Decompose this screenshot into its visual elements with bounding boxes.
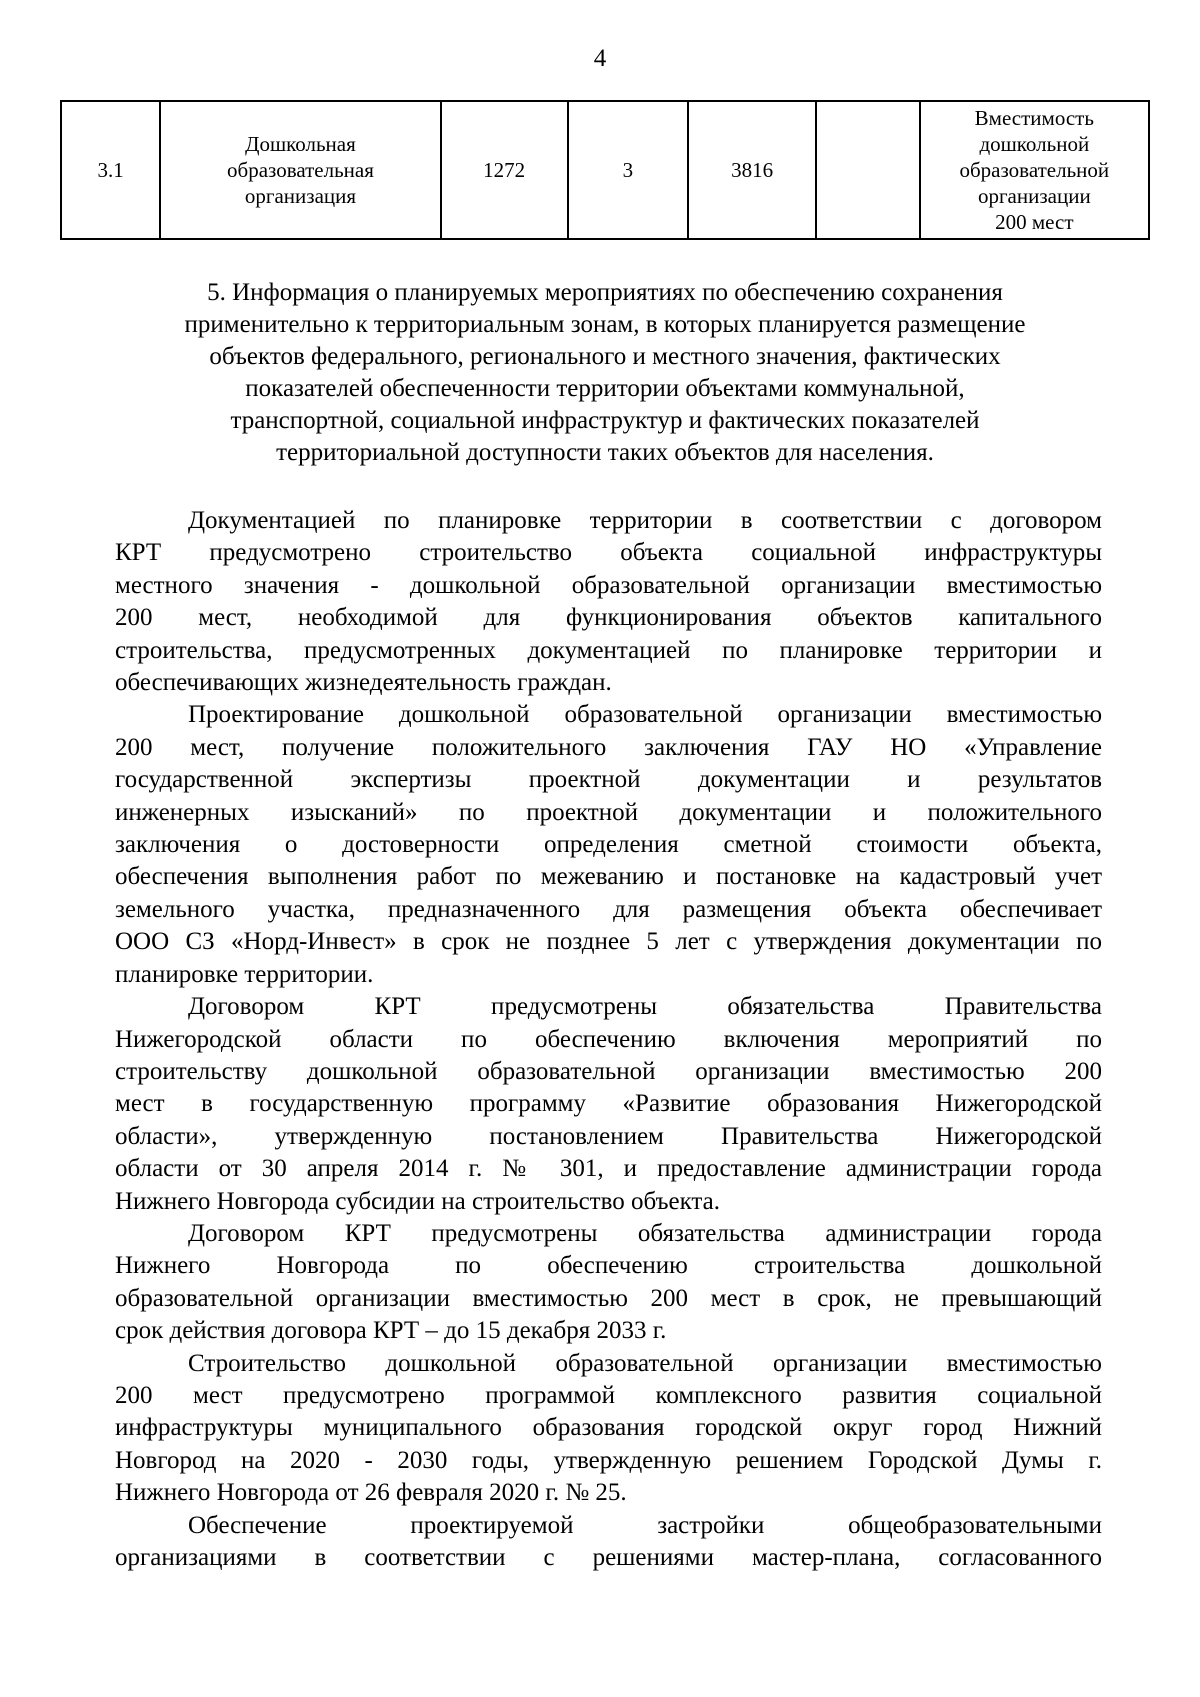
paragraph-line: 200 мест предусмотрено программой комплексного развития социальной bbox=[115, 1381, 1102, 1409]
table-cell: Вместимость дошкольной образовательной организации 200 мест bbox=[920, 101, 1149, 239]
table-cell: 3816 bbox=[688, 101, 816, 239]
paragraph-line: ООО СЗ «Норд-Инвест» в срок не позднее 5 лет с утверждения документации по bbox=[115, 928, 1102, 956]
body-text bbox=[115, 505, 1102, 1574]
paragraph-line: государственной экспертизы проектной документации и результатов bbox=[115, 766, 1102, 794]
heading-line: транспортной, социальной инфраструктур и фактических показателей bbox=[230, 407, 980, 434]
paragraph-line: планировке территории. bbox=[115, 960, 374, 988]
table-row bbox=[61, 101, 1149, 239]
paragraph-line: строительства, предусмотренных документацией по планировке территории и bbox=[115, 636, 1102, 664]
paragraph-line: местного значения - дошкольной образовательной организации вместимостью bbox=[115, 571, 1102, 599]
paragraph-line: земельного участка, предназначенного для размещения объекта обеспечивает bbox=[115, 895, 1102, 923]
paragraph-line: Проектирование дошкольной образовательной организации вместимостью bbox=[188, 701, 1102, 729]
table-cell: 1272 bbox=[441, 101, 568, 239]
table-cell: 3.1 bbox=[61, 101, 160, 239]
paragraph-line: заключения о достоверности определения сметной стоимости объекта, bbox=[115, 831, 1102, 859]
paragraph-line: строительству дошкольной образовательной организации вместимостью 200 bbox=[115, 1057, 1102, 1085]
paragraph-line: области от 30 апреля 2014 г. № 301, и предоставление администрации города bbox=[115, 1155, 1102, 1183]
paragraph-line: срок действия договора КРТ – до 15 декабря 2033 г. bbox=[115, 1317, 667, 1345]
data-table bbox=[60, 100, 1150, 240]
paragraph-line: Обеспечение проектируемой застройки общеобразовательными bbox=[188, 1511, 1102, 1539]
paragraph-line: КРТ предусмотрено строительство объекта социальной инфраструктуры bbox=[115, 539, 1102, 567]
paragraph-line: Договором КРТ предусмотрены обязательства Правительства bbox=[188, 993, 1102, 1021]
heading-line: территориальной доступности таких объектов для населения. bbox=[276, 439, 934, 466]
paragraph-line: 200 мест, получение положительного заключения ГАУ НО «Управление bbox=[115, 733, 1102, 761]
section-heading bbox=[115, 277, 1095, 469]
paragraph-line: Новгород на 2020 - 2030 годы, утвержденную решением Городской Думы г. bbox=[115, 1446, 1102, 1474]
paragraph-line: области», утвержденную постановлением Правительства Нижегородской bbox=[115, 1122, 1102, 1150]
paragraph-line: Договором КРТ предусмотрены обязательства администрации города bbox=[188, 1219, 1102, 1247]
paragraph-line: организациями в соответствии с решениями мастер-плана, согласованного bbox=[115, 1544, 1102, 1571]
paragraph-line: Нижнего Новгорода по обеспечению строительства дошкольной bbox=[115, 1252, 1102, 1280]
paragraph-line: обеспечивающих жизнедеятельность граждан. bbox=[115, 669, 612, 697]
page-number: 4 bbox=[593, 45, 607, 72]
table-cell: 3 bbox=[568, 101, 689, 239]
paragraph-line: Нижнего Новгорода от 26 февраля 2020 г. № 25. bbox=[115, 1479, 627, 1507]
heading-line: объектов федерального, регионального и местного значения, фактических bbox=[209, 343, 1001, 370]
paragraph-line: Строительство дошкольной образовательной организации вместимостью bbox=[188, 1349, 1102, 1377]
paragraph-line: Нижегородской области по обеспечению включения мероприятий по bbox=[115, 1025, 1102, 1053]
paragraph-line: обеспечения выполнения работ по межеванию и постановке на кадастровый учет bbox=[115, 863, 1102, 891]
paragraph-line: образовательной организации вместимостью 200 мест в срок, не превышающий bbox=[115, 1284, 1102, 1312]
heading-line: применительно к территориальным зонам, в которых планируется размещение bbox=[184, 311, 1026, 338]
table-cell: Дошкольная образовательная организация bbox=[160, 101, 441, 239]
paragraph-line: инженерных изысканий» по проектной документации и положительного bbox=[115, 798, 1102, 826]
paragraph-line: инфраструктуры муниципального образования городской округ город Нижний bbox=[115, 1414, 1102, 1442]
heading-line: 5. Информация о планируемых мероприятиях по обеспечению сохранения bbox=[207, 279, 1003, 306]
paragraph-line: 200 мест, необходимой для функционирования объектов капитального bbox=[115, 604, 1102, 632]
table-cell bbox=[816, 101, 919, 239]
paragraph-line: Документацией по планировке территории в соответствии с договором bbox=[188, 507, 1102, 534]
paragraph-line: мест в государственную программу «Развитие образования Нижегородской bbox=[115, 1090, 1102, 1118]
paragraph-line: Нижнего Новгорода субсидии на строительство объекта. bbox=[115, 1187, 721, 1215]
heading-line: показателей обеспеченности территории объектами коммунальной, bbox=[245, 375, 965, 402]
